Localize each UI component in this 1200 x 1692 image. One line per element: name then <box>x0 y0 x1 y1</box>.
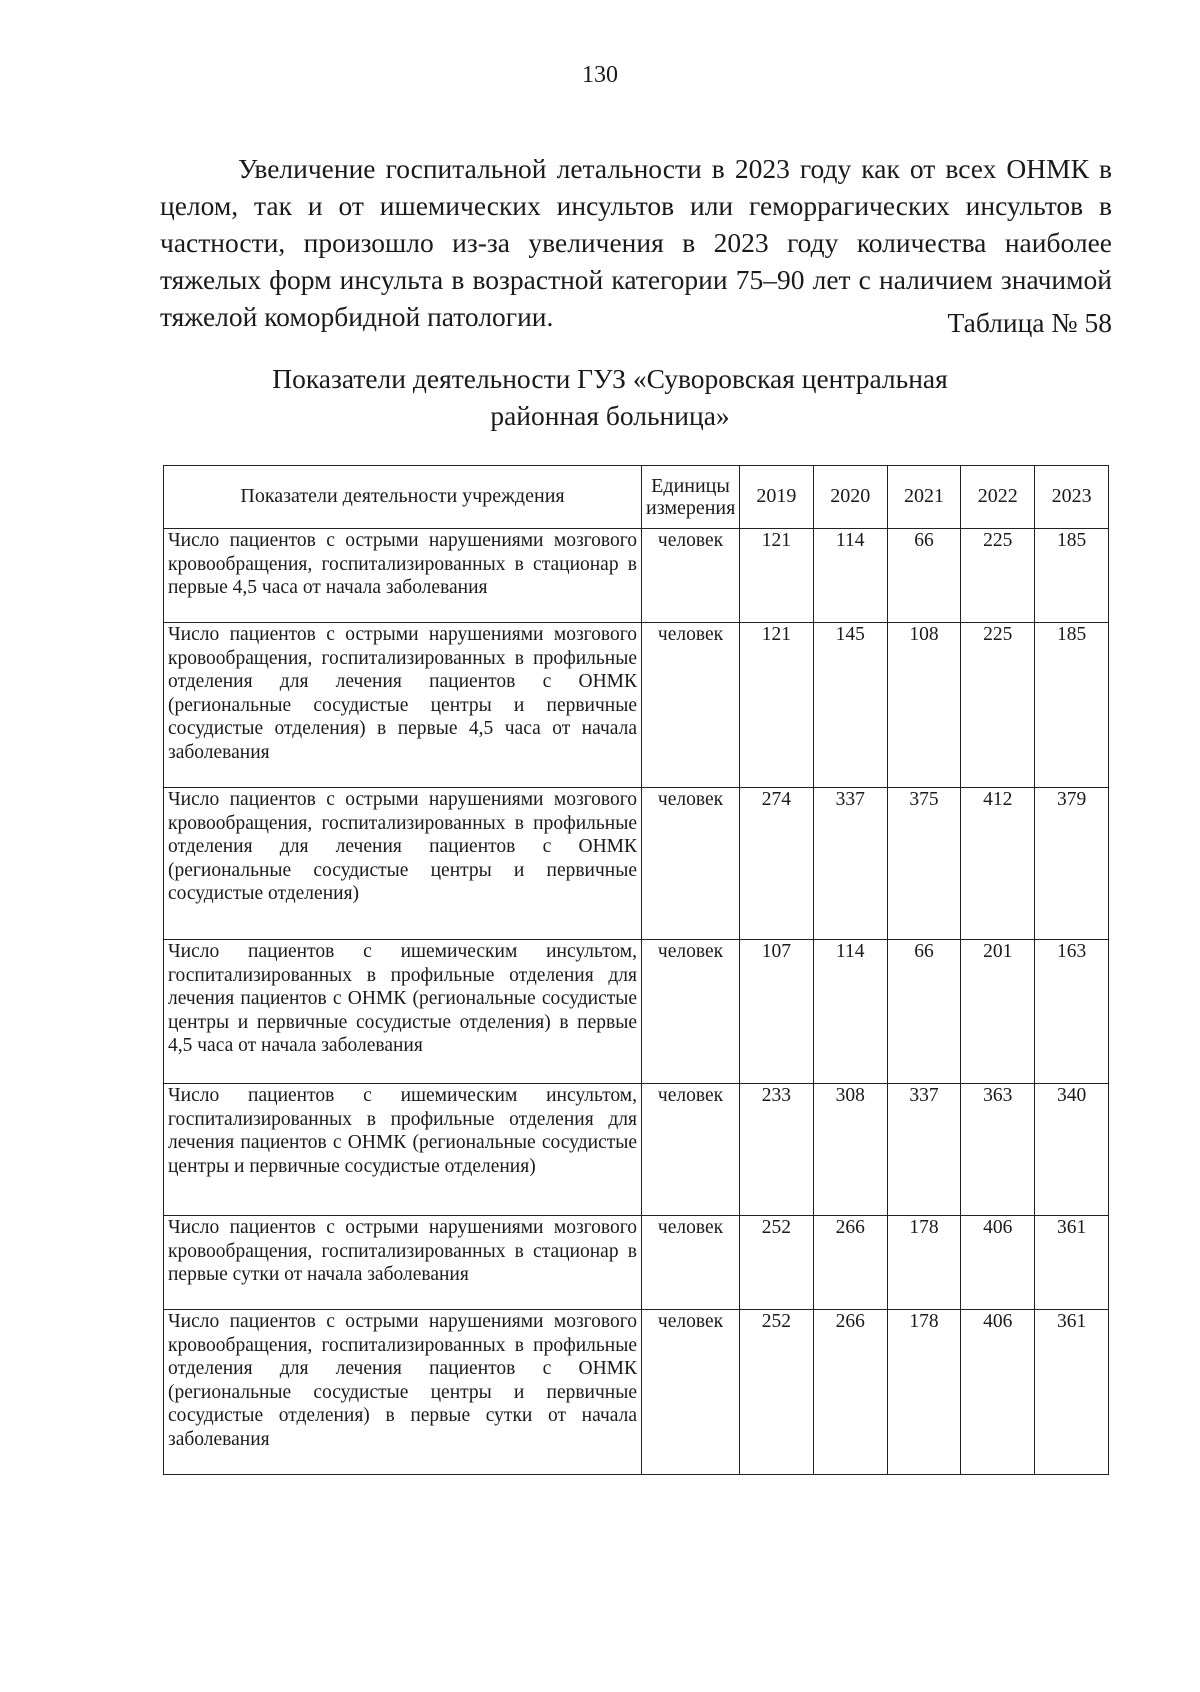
row-value-2019: 121 <box>740 529 814 623</box>
table-header-row <box>164 466 1109 529</box>
row-value-2022: 225 <box>961 529 1035 623</box>
row-value-2023: 185 <box>1035 623 1109 788</box>
header-year-2021: 2021 <box>887 466 961 529</box>
row-value-2019: 252 <box>740 1310 814 1475</box>
indicators-table <box>163 465 1109 1475</box>
table-header <box>164 466 1109 529</box>
row-value-2020: 266 <box>813 1216 887 1310</box>
row-unit: человек <box>642 1084 740 1216</box>
row-indicator: Число пациентов с острыми нарушениями мозгового кровообращения, госпитализированных в профильные отделения для лечения пациентов с ОНМК (региональные сосудистые центры и первичные сосудистые отделения) в первые сутки от начала заболевания <box>164 1310 642 1475</box>
table-number: Таблица № 58 <box>947 307 1112 338</box>
header-indicator: Показатели деятельности учреждения <box>164 466 642 529</box>
row-value-2021: 178 <box>887 1216 961 1310</box>
row-value-2022: 363 <box>961 1084 1035 1216</box>
header-unit: Единицы измерения <box>642 466 740 529</box>
row-indicator: Число пациентов с острыми нарушениями мозгового кровообращения, госпитализированных в профильные отделения для лечения пациентов с ОНМК (региональные сосудистые центры и первичные сосудистые отделения) <box>164 788 642 940</box>
row-value-2022: 412 <box>961 788 1035 940</box>
row-value-2021: 178 <box>887 1310 961 1475</box>
row-value-2019: 121 <box>740 623 814 788</box>
body-paragraph: Увеличение госпитальной летальности в 2023 году как от всех ОНМК в целом, так и от ишемических инсультов или геморрагических инсультов в частности, произошло из-за увеличения в 2023 году количества наиболее тяжелых форм инсульта в возрастной категории 75–90 лет с наличием значимой тяжелой коморбидной патологии. <box>160 152 1112 332</box>
table-body <box>164 529 1109 1475</box>
row-indicator: Число пациентов с острыми нарушениями мозгового кровообращения, госпитализированных в стационар в первые сутки от начала заболевания <box>164 1216 642 1310</box>
table-row <box>164 788 1109 940</box>
row-unit: человек <box>642 1216 740 1310</box>
table-row <box>164 623 1109 788</box>
page-number: 130 <box>582 62 618 88</box>
row-unit: человек <box>642 529 740 623</box>
row-value-2020: 114 <box>813 529 887 623</box>
row-value-2021: 108 <box>887 623 961 788</box>
row-value-2019: 233 <box>740 1084 814 1216</box>
header-year-2019: 2019 <box>740 466 814 529</box>
row-value-2021: 66 <box>887 940 961 1084</box>
row-value-2023: 185 <box>1035 529 1109 623</box>
row-value-2019: 252 <box>740 1216 814 1310</box>
row-value-2021: 375 <box>887 788 961 940</box>
row-value-2019: 107 <box>740 940 814 1084</box>
row-value-2020: 308 <box>813 1084 887 1216</box>
row-value-2021: 66 <box>887 529 961 623</box>
table-row <box>164 529 1109 623</box>
table-row <box>164 1216 1109 1310</box>
row-value-2023: 361 <box>1035 1310 1109 1475</box>
header-year-2023: 2023 <box>1035 466 1109 529</box>
table-row <box>164 940 1109 1084</box>
row-value-2023: 361 <box>1035 1216 1109 1310</box>
row-value-2020: 337 <box>813 788 887 940</box>
table-title: Показатели деятельности ГУЗ «Суворовская центральная районная больница» <box>272 363 948 431</box>
table-row <box>164 1084 1109 1216</box>
row-unit: человек <box>642 788 740 940</box>
row-unit: человек <box>642 940 740 1084</box>
row-value-2022: 406 <box>961 1310 1035 1475</box>
row-value-2022: 225 <box>961 623 1035 788</box>
table-row <box>164 1310 1109 1475</box>
row-value-2023: 163 <box>1035 940 1109 1084</box>
row-value-2020: 145 <box>813 623 887 788</box>
row-value-2022: 406 <box>961 1216 1035 1310</box>
row-unit: человек <box>642 623 740 788</box>
row-indicator: Число пациентов с ишемическим инсультом, госпитализированных в профильные отделения для лечения пациентов с ОНМК (региональные сосудистые центры и первичные сосудистые отделения) <box>164 1084 642 1216</box>
row-value-2019: 274 <box>740 788 814 940</box>
row-unit: человек <box>642 1310 740 1475</box>
row-value-2020: 266 <box>813 1310 887 1475</box>
row-value-2022: 201 <box>961 940 1035 1084</box>
row-value-2020: 114 <box>813 940 887 1084</box>
row-value-2023: 379 <box>1035 788 1109 940</box>
row-indicator: Число пациентов с острыми нарушениями мозгового кровообращения, госпитализированных в стационар в первые 4,5 часа от начала заболевания <box>164 529 642 623</box>
row-indicator: Число пациентов с ишемическим инсультом, госпитализированных в профильные отделения для лечения пациентов с ОНМК (региональные сосудистые центры и первичные сосудистые отделения) в первые 4,5 часа от начала заболевания <box>164 940 642 1084</box>
row-indicator: Число пациентов с острыми нарушениями мозгового кровообращения, госпитализированных в профильные отделения для лечения пациентов с ОНМК (региональные сосудистые центры и первичные сосудистые отделения) в первые 4,5 часа от начала заболевания <box>164 623 642 788</box>
row-value-2023: 340 <box>1035 1084 1109 1216</box>
header-year-2022: 2022 <box>961 466 1035 529</box>
header-year-2020: 2020 <box>813 466 887 529</box>
row-value-2021: 337 <box>887 1084 961 1216</box>
